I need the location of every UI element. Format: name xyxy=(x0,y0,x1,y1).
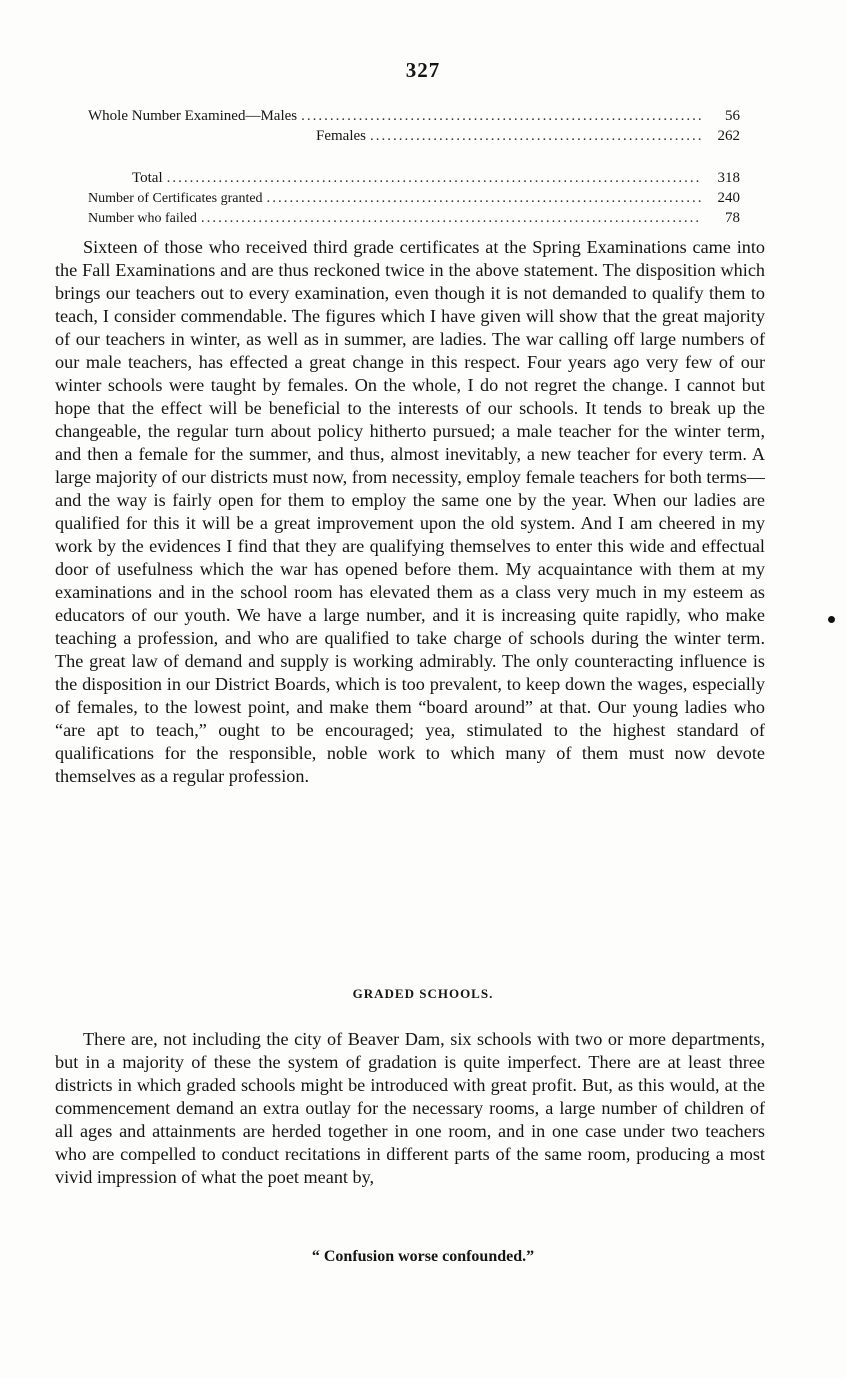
stat-label-total: Total xyxy=(132,170,163,186)
stat-label-males: Whole Number Examined—Males xyxy=(88,108,298,124)
stat-value-total: 318 xyxy=(717,170,740,186)
examination-statistics xyxy=(88,106,740,228)
stat-row-failed xyxy=(88,208,740,228)
stat-row-females xyxy=(88,126,740,146)
body-paragraph-female-teachers: Sixteen of those who received third grade certificates at the Spring Examinations came into the Fall Examinations and are thus reckoned twice in the above statement. The disposition which brings our teachers out to every examination, even though it is not demanded to qualify them to teach, I consider commendable. The figures which I have given will show that the great majority of our teachers in winter, as well as in summer, are ladies. The war calling off large numbers of our male teachers, has effected a great change in this respect. Four years ago very few of our winter schools were taught by females. On the whole, I do not regret the change. I cannot but hope that the effect will be beneficial to the interests of our schools. It tends to break up the changeable, the regular turn about policy hitherto pursued; a male teacher for the winter term, and then a female for the summer, and thus, almost inevitably, a new teacher for every term. A large majority of our districts must now, from necessity, employ female teachers for both terms—and the way is fairly open for them to employ the same one by the year. When our ladies are qualified for this it will be a great improvement upon the old system. And I am cheered in my work by the evidences I find that they are qualifying themselves to enter this wide and effectual door of usefulness which the war has opened before them. My acquaintance with them at my examinations and in the school room has elevated them as a class very much in my esteem as educators of our youth. We have a large number, and it is increasing quite rapidly, who make teaching a profession, and who are qualified to take charge of schools during the winter term. The great law of demand and supply is working admirably. The only counteracting influence is the disposition in our District Boards, which is too prevalent, to keep down the wages, especially of females, to the lowest point, and make them “board around” at that. Our young ladies who “are apt to teach,” ought to be encouraged; yea, stimulated to the highest standard of qualifications for the responsible, noble work to which many of them must now devote themselves as a regular profession. xyxy=(55,237,765,786)
body-paragraph-graded-schools: There are, not including the city of Beaver Dam, six schools with two or more departments, but in a majority of these the system of gradation is quite imperfect. There are at least three districts in which graded schools might be introduced with great profit. But, as this would, at the commencement demand an extra outlay for the necessary rooms, a large number of children of all ages and attainments are herded together in one room, and in one case under two teachers who are compelled to conduct recitations in different parts of the same room, producing a most vivid impression of what the poet meant by, xyxy=(55,1029,765,1187)
dot-leader xyxy=(267,188,702,208)
stat-row-certificates xyxy=(88,188,740,208)
dot-leader xyxy=(167,168,702,188)
poetic-quotation: “ Confusion worse confounded.” xyxy=(311,1248,535,1265)
stat-value-females: 262 xyxy=(717,128,740,144)
dot-leader xyxy=(370,126,702,146)
stat-value-certificates: 240 xyxy=(717,190,740,206)
stat-label-females: Females xyxy=(316,128,366,144)
stat-value-failed: 78 xyxy=(725,210,740,226)
stat-value-males: 56 xyxy=(725,108,740,124)
section-heading-graded-schools: GRADED SCHOOLS. xyxy=(352,986,494,1001)
dot-leader xyxy=(201,208,702,228)
stat-row-total xyxy=(88,168,740,188)
margin-ink-mark xyxy=(828,616,835,623)
page-number: 327 xyxy=(405,58,441,82)
stat-label-failed: Number who failed xyxy=(88,211,197,226)
stat-label-certificates: Number of Certificates granted xyxy=(88,191,263,206)
stat-row-males xyxy=(88,106,740,126)
dot-leader xyxy=(301,106,702,126)
